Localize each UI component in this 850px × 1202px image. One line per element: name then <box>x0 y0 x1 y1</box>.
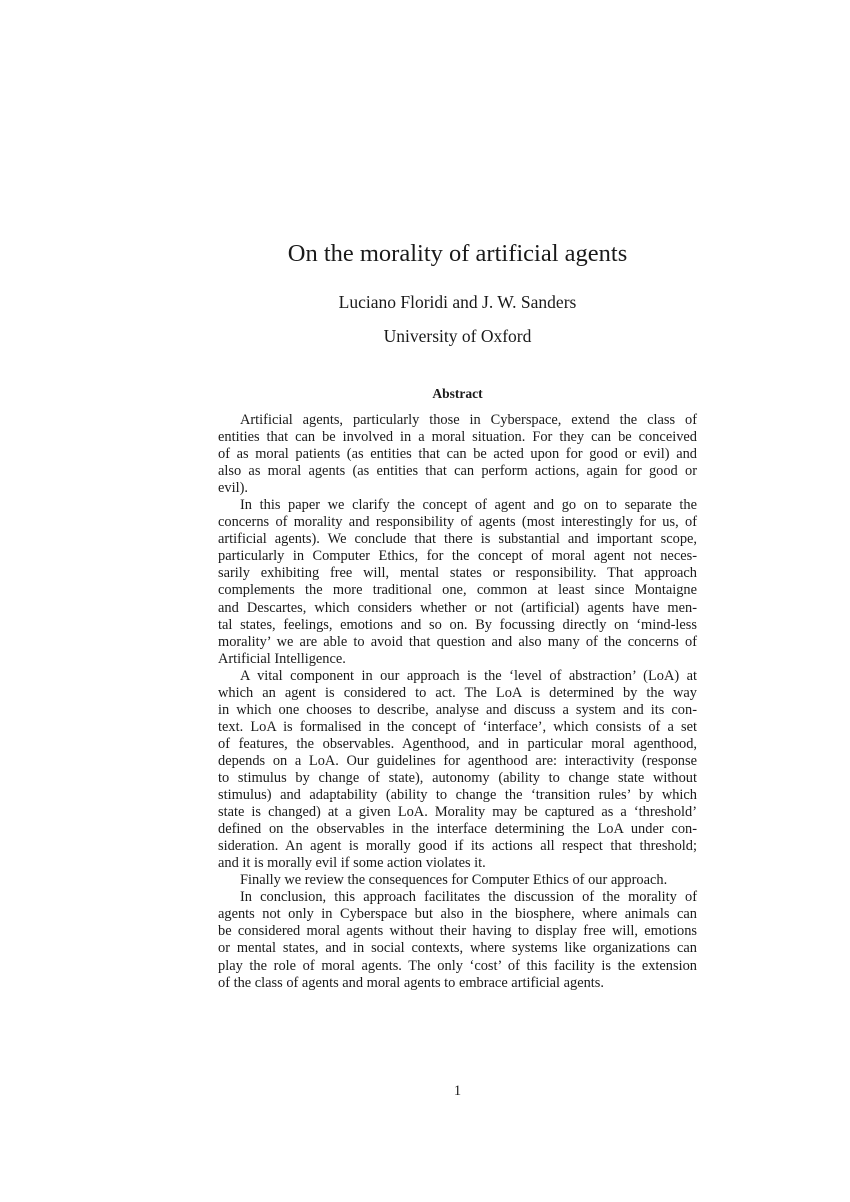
abstract-paragraph <box>218 872 697 889</box>
text-line: of as moral patients (as entities that can be acted upon for good or evil) and <box>218 446 697 463</box>
abstract-body <box>218 412 697 992</box>
text-line: stimulus) and adaptability (ability to change the ‘transition rules’ by which <box>218 787 697 804</box>
abstract-paragraph <box>218 668 697 873</box>
text-line: Artificial agents, particularly those in Cyberspace, extend the class of <box>240 412 697 428</box>
text-line: play the role of moral agents. The only ‘cost’ of this facility is the extension <box>218 957 697 974</box>
text-line: agents not only in Cyberspace but also in the biosphere, where animals can <box>218 906 697 923</box>
text-line: of the class of agents and moral agents to embrace artificial agents. <box>218 974 604 991</box>
text-line: artificial agents). We conclude that there is substantial and important scope, <box>218 531 697 548</box>
text-line: complements the more traditional one, common at least since Montaigne <box>218 582 697 599</box>
text-line: sideration. An agent is morally good if its actions all respect that threshold; <box>218 838 697 855</box>
text-line: tal states, feelings, emotions and so on. By focussing directly on ‘mind-less <box>218 616 697 633</box>
text-line: morality’ we are able to avoid that question and also many of the concerns of <box>218 633 697 650</box>
text-line: evil). <box>218 480 248 497</box>
text-line: which an agent is considered to act. The LoA is determined by the way <box>218 684 697 701</box>
paper-title: On the morality of artificial agents <box>287 240 628 267</box>
text-line: or mental states, and in social contexts, where systems like organizations can <box>218 940 697 957</box>
text-line: sarily exhibiting free will, mental states or responsibility. That approach <box>218 565 697 582</box>
text-line: and Descartes, which considers whether or not (artificial) agents have men- <box>218 599 697 616</box>
text-line: particularly in Computer Ethics, for the concept of moral agent not neces- <box>218 548 697 565</box>
text-line: also as moral agents (as entities that can perform actions, again for good or <box>218 463 697 480</box>
text-line: Artificial Intelligence. <box>218 650 346 667</box>
text-line: of features, the observables. Agenthood, and in particular moral agenthood, <box>218 735 697 752</box>
text-line: In conclusion, this approach facilitates the discussion of the morality of <box>240 889 697 906</box>
text-line: be considered moral agents without their having to display free will, emotions <box>218 923 697 940</box>
text-line: A vital component in our approach is the ‘level of abstraction’ (LoA) at <box>240 667 697 684</box>
abstract-heading: Abstract <box>432 386 483 401</box>
text-line: concerns of morality and responsibility of agents (most interestingly for us, of <box>218 514 697 531</box>
text-line: in which one chooses to describe, analyse and discuss a system and its con- <box>218 701 697 718</box>
text-line: and it is morally evil if some action violates it. <box>218 855 486 872</box>
text-line: text. LoA is formalised in the concept of ‘interface’, which consists of a set <box>218 718 697 735</box>
text-line: Finally we review the consequences for Computer Ethics of our approach. <box>240 872 668 889</box>
text-line: to stimulus by change of state), autonomy (ability to change state without <box>218 769 697 786</box>
abstract-paragraph <box>218 889 697 991</box>
paper-affiliation: University of Oxford <box>383 326 532 346</box>
text-line: entities that can be involved in a moral situation. For they can be conceived <box>218 429 697 446</box>
abstract-paragraph <box>218 412 697 497</box>
paper-authors: Luciano Floridi and J. W. Sanders <box>338 292 577 312</box>
text-line: depends on a LoA. Our guidelines for agenthood are: interactivity (response <box>218 752 697 769</box>
text-line: In this paper we clarify the concept of agent and go on to separate the <box>240 497 697 514</box>
page-number: 1 <box>453 1083 462 1099</box>
abstract-paragraph <box>218 497 697 667</box>
text-line: defined on the observables in the interface determining the LoA under con- <box>218 821 697 838</box>
text-line: state is changed) at a given LoA. Morality may be captured as a ‘threshold’ <box>218 804 697 821</box>
